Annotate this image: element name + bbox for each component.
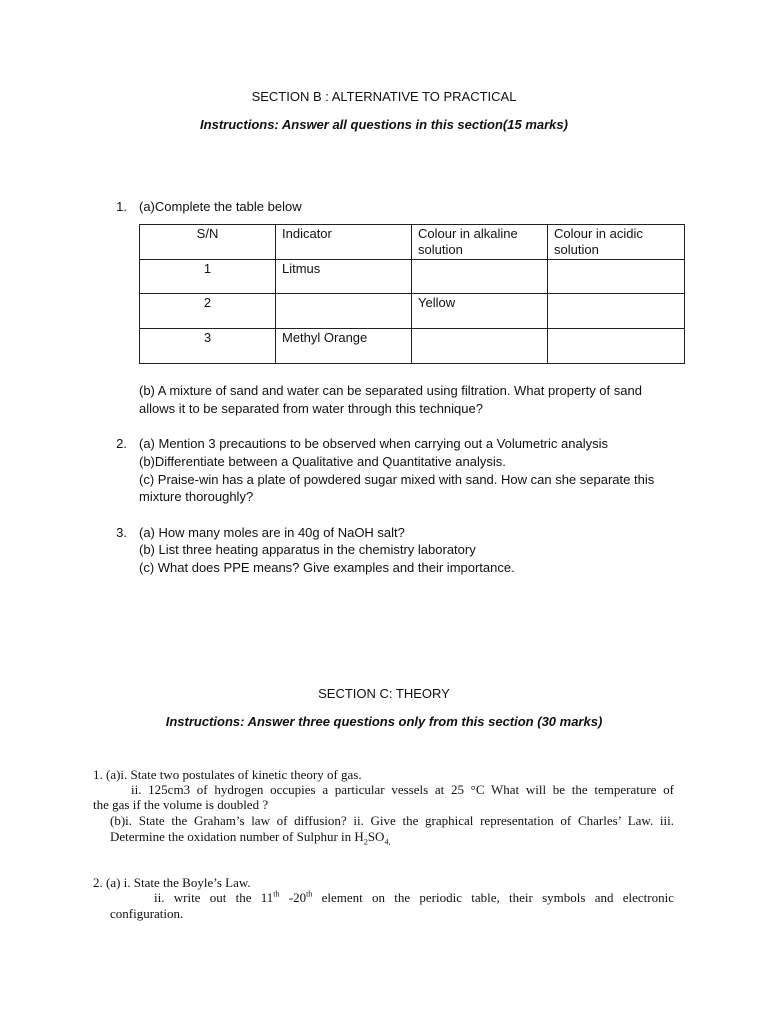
question-2b: (b)Differentiate between a Qualitative and Quantitative analysis. xyxy=(139,454,506,469)
table-header-cell: Colour in acidic solution xyxy=(548,225,685,260)
table-cell xyxy=(412,329,548,364)
theory-q2-line3: configuration. xyxy=(110,906,184,921)
question-2c-line1: (c) Praise-win has a plate of powdered sugar mixed with sand. How can she separate this xyxy=(139,472,655,487)
theory-q2-line1: 2. (a) i. State the Boyle’s Law. xyxy=(93,875,251,890)
table-cell xyxy=(412,260,548,294)
table-header-cell: Indicator xyxy=(276,225,412,260)
section-b-title: SECTION B : ALTERNATIVE TO PRACTICAL xyxy=(251,89,517,104)
question-3a: (a) How many moles are in 40g of NaOH salt? xyxy=(139,525,405,540)
table-cell: 3 xyxy=(140,329,276,364)
question-3b: (b) List three heating apparatus in the chemistry laboratory xyxy=(139,542,476,557)
table-cell xyxy=(548,329,685,364)
question-2c-line2: mixture thoroughly? xyxy=(139,489,254,504)
question-1b-line1: (b) A mixture of sand and water can be separated using filtration. What property of sand xyxy=(139,383,642,398)
subscript: 2 xyxy=(363,837,368,847)
table-cell: 1 xyxy=(140,260,276,294)
section-c-title: SECTION C: THEORY xyxy=(318,686,450,701)
question-1b-line2: allows it to be separated from water through this technique? xyxy=(139,401,483,416)
theory-q2-line2-text: ii. write out the 11 xyxy=(154,890,274,905)
table-cell: Litmus xyxy=(276,260,412,294)
table-cell: Methyl Orange xyxy=(276,329,412,364)
theory-q1-line1: 1. (a)i. State two postulates of kinetic theory of gas. xyxy=(93,767,362,782)
theory-q1-line3: the gas if the volume is doubled ? xyxy=(93,797,269,812)
table-row xyxy=(140,329,685,364)
table-cell xyxy=(548,294,685,329)
question-2a: (a) Mention 3 precautions to be observed when carrying out a Volumetric analysis xyxy=(139,436,608,451)
superscript: th xyxy=(306,889,313,899)
theory-q1-line5 xyxy=(110,829,390,845)
theory-q1-line5-text: Determine the oxidation number of Sulphur in H xyxy=(110,829,364,844)
section-c-instructions: Instructions: Answer three questions only from this section (30 marks) xyxy=(165,714,603,729)
table-header-cell: Colour in alkaline solution xyxy=(412,225,548,260)
table-row xyxy=(140,260,685,294)
theory-q2-line2 xyxy=(154,890,674,906)
table-cell: 2 xyxy=(140,294,276,329)
indicator-table xyxy=(139,224,685,364)
superscript: th xyxy=(273,889,280,899)
table-header-row xyxy=(140,225,685,260)
subscript: 4, xyxy=(384,837,391,847)
question-number: 2. xyxy=(116,436,127,451)
question-3c: (c) What does PPE means? Give examples and their importance. xyxy=(139,560,515,575)
table-row xyxy=(140,294,685,329)
table-cell xyxy=(548,260,685,294)
theory-q2-line2-text: -20 xyxy=(279,890,307,905)
theory-q1-line2: ii. 125cm3 of hydrogen occupies a particular vessels at 25 °C What will be the temperature of xyxy=(131,782,674,797)
table-cell xyxy=(276,294,412,329)
table-cell: Yellow xyxy=(412,294,548,329)
section-b-instructions: Instructions: Answer all questions in this section(15 marks) xyxy=(200,117,568,132)
theory-q1-line5-text: SO xyxy=(367,829,385,844)
theory-q1-line4: (b)i. State the Graham’s law of diffusion? ii. Give the graphical representation of Charles’ Law. iii. xyxy=(110,813,674,828)
question-number: 1. xyxy=(116,199,127,214)
question-number: 3. xyxy=(116,525,127,540)
theory-q2-line2-text: element on the periodic table, their symbols and electronic xyxy=(312,890,674,905)
question-1a: (a)Complete the table below xyxy=(139,199,302,214)
table-header-cell: S/N xyxy=(140,225,276,260)
